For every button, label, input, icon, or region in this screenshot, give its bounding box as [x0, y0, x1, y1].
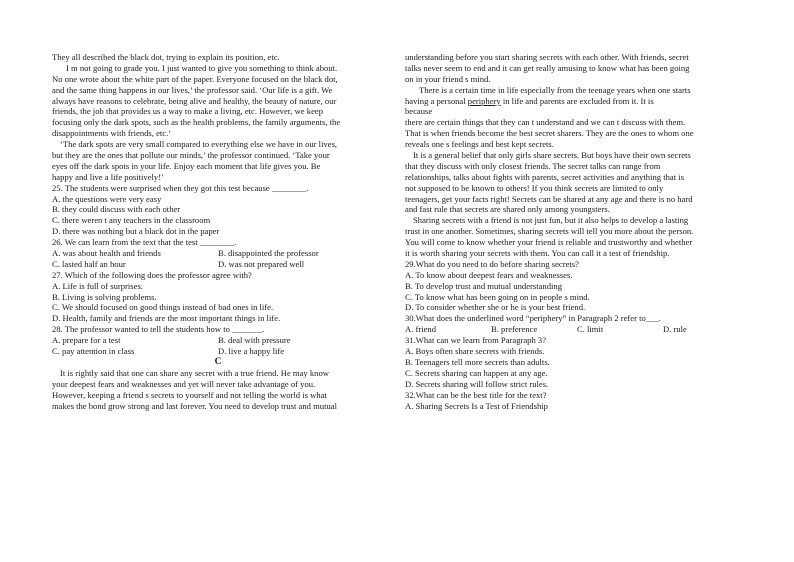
- section-heading: C: [214, 356, 222, 367]
- answer-option: A. friend: [405, 324, 437, 335]
- left-column: [52, 52, 384, 411]
- text-line: 28. The professor wanted to tell the students how to _______.: [52, 324, 265, 335]
- text-line: A. Boys often share secrets with friends.: [405, 346, 545, 357]
- text-line: You will come to know whether your friend is reliable and trustworthy and whether: [405, 237, 693, 248]
- answer-option: B. disappointed the professor: [218, 248, 319, 259]
- text-line: C. Secrets sharing can happen at any age.: [405, 367, 548, 378]
- text-segment: in life and parents are excluded from it. It is: [500, 95, 654, 106]
- answer-option: D. rule: [663, 324, 687, 335]
- text-line: teenagers, get your facts right! Secrets can be shared at any age and there is no hard: [405, 193, 693, 204]
- text-line: A. Life is full of surprises.: [52, 280, 143, 291]
- text-line: on in your friend s mind.: [405, 73, 491, 84]
- text-line: focusing only the dark spots, such as the health problems, the family arguments, the: [52, 117, 341, 128]
- text-line: but they are the ones that pollute our minds,’ the professor continued. ‘Take your: [52, 150, 330, 161]
- text-line: friends, the job that provides us a way to make a living, etc. However, we keep: [52, 106, 323, 117]
- option-row: [405, 324, 771, 335]
- text-line: [405, 96, 771, 107]
- text-line: 31.What can we learn from Paragraph 3?: [405, 335, 547, 346]
- answer-option: A. was about health and friends: [52, 248, 161, 259]
- option-row: [52, 248, 384, 259]
- answer-option: A. prepare for a test: [52, 335, 121, 346]
- text-line: trust in one another. Sometimes, sharing secrets will tell you more about the person.: [405, 226, 694, 237]
- text-line: A. the questions were very easy: [52, 193, 162, 204]
- text-line: and the same thing happens in our lives,’ the professor said. ‘Our life is a gift. We: [52, 84, 333, 95]
- text-line: No one wrote about the white part of the paper. Everyone focused on the black dot,: [52, 73, 338, 84]
- text-line: B. they could discuss with each other: [52, 204, 181, 215]
- text-line: I m not going to grade you. I just wanted to give you something to think about.: [66, 62, 338, 73]
- underlined-word: periphery: [467, 95, 501, 106]
- text-segment: having a personal: [405, 95, 468, 106]
- answer-option: D. was not prepared well: [218, 258, 305, 269]
- text-line: D. there was nothing but a black dot in the paper: [52, 226, 220, 237]
- answer-option: C. pay attention in class: [52, 346, 135, 357]
- text-line: disappointments with friends, etc.’: [52, 128, 172, 139]
- text-line: 30.What does the underlined word “periphery” in Paragraph 2 refer to___.: [405, 313, 661, 324]
- text-line: 25. The students were surprised when they got this test because ________.: [52, 182, 309, 193]
- text-line: relationships, talks about fights with parents, secret activities and anything that is: [405, 171, 684, 182]
- text-line: They all described the black dot, trying to explain its position, etc.: [52, 52, 280, 62]
- text-line: A. To know about deepest fears and weaknesses.: [405, 269, 573, 280]
- answer-option: C. lasted half an hour: [52, 258, 126, 269]
- answer-option: B. preference: [491, 324, 538, 335]
- text-line: always have reasons to celebrate, being alive and healthy, the beauty of nature, our: [52, 95, 337, 106]
- text-line: happy and live a life positively!’: [52, 171, 164, 182]
- answer-option: C. limit: [577, 324, 604, 335]
- answer-option: B. deal with pressure: [218, 335, 291, 346]
- text-line: and fast rule that secrets are shared only among youngsters.: [405, 204, 610, 215]
- text-line: D. Secrets sharing will follow strict rules.: [405, 378, 549, 389]
- text-line: reveals one s feelings and best kept secrets.: [405, 139, 554, 150]
- text-line: understanding before you start sharing secrets with each other. With friends, secret: [405, 52, 689, 62]
- text-line: ‘The dark spots are very small compared to everything else we have in our lives,: [60, 139, 338, 150]
- text-line: B. To develop trust and mutual understanding: [405, 280, 563, 291]
- text-line: that they discuss with only closest friends. The secret talks can range from: [405, 160, 661, 171]
- text-line: A. Sharing Secrets Is a Test of Friendship: [405, 400, 548, 411]
- text-line: there are certain things that they can t understand and we can t discuss with them.: [405, 117, 686, 128]
- option-row: [52, 335, 384, 346]
- text-line: That is when friends become the best secret sharers. They are the ones to whom one: [405, 128, 694, 139]
- text-line: 29.What do you need to do before sharing secrets?: [405, 258, 579, 269]
- text-line: B. Teenagers tell more secrets than adults.: [405, 356, 550, 367]
- option-row: [52, 259, 384, 270]
- text-line: C. To know what has been going on in people s mind.: [405, 291, 590, 302]
- text-line: It is rightly said that one can share any secret with a true friend. He may know: [60, 367, 329, 378]
- text-line: There is a certain time in life especially from the teenage years when one starts: [419, 84, 691, 95]
- text-line: eyes off the dark spots in your life. Enjoy each moment that life gives you. Be: [52, 160, 321, 171]
- text-line: 26. We can learn from the text that the test ________.: [52, 237, 237, 248]
- text-line: D. Health, family and friends are the most important things in life.: [52, 313, 281, 324]
- text-line: However, keeping a friend s secrets to yourself and not telling the world is what: [52, 389, 327, 400]
- text-line: Sharing secrets with a friend is not just fun, but it also helps to develop a lasting: [413, 215, 689, 226]
- text-line: because: [405, 106, 433, 117]
- right-column: [405, 52, 771, 411]
- text-line: 32.What can be the best title for the text?: [405, 389, 547, 400]
- text-line: 27. Which of the following does the professor agree with?: [52, 269, 252, 280]
- text-line: makes the bond grow strong and last forever. You need to develop trust and mutual: [52, 400, 337, 411]
- text-line: not supposed to be known to others! If you think secrets are limited to only: [405, 182, 664, 193]
- answer-option: D. live a happy life: [218, 346, 285, 357]
- text-line: It is a general belief that only girls share secrets. But boys have their own secrets: [413, 150, 691, 161]
- text-line: C. there weren t any teachers in the classroom: [52, 215, 211, 226]
- option-row: [52, 346, 384, 357]
- text-line: it is worth sharing your secrets with them. You can call it a test of friendship.: [405, 248, 670, 259]
- text-line: B. Living is solving problems.: [52, 291, 157, 302]
- text-line: talks never seem to end and it can get really amusing to know what has been going: [405, 62, 690, 73]
- text-line: your deepest fears and weaknesses and yet will never take advantage of you.: [52, 378, 316, 389]
- text-line: C. We should focused on good things instead of bad ones in life.: [52, 302, 274, 313]
- text-line: D. To consider whether she or he is your best friend.: [405, 302, 586, 313]
